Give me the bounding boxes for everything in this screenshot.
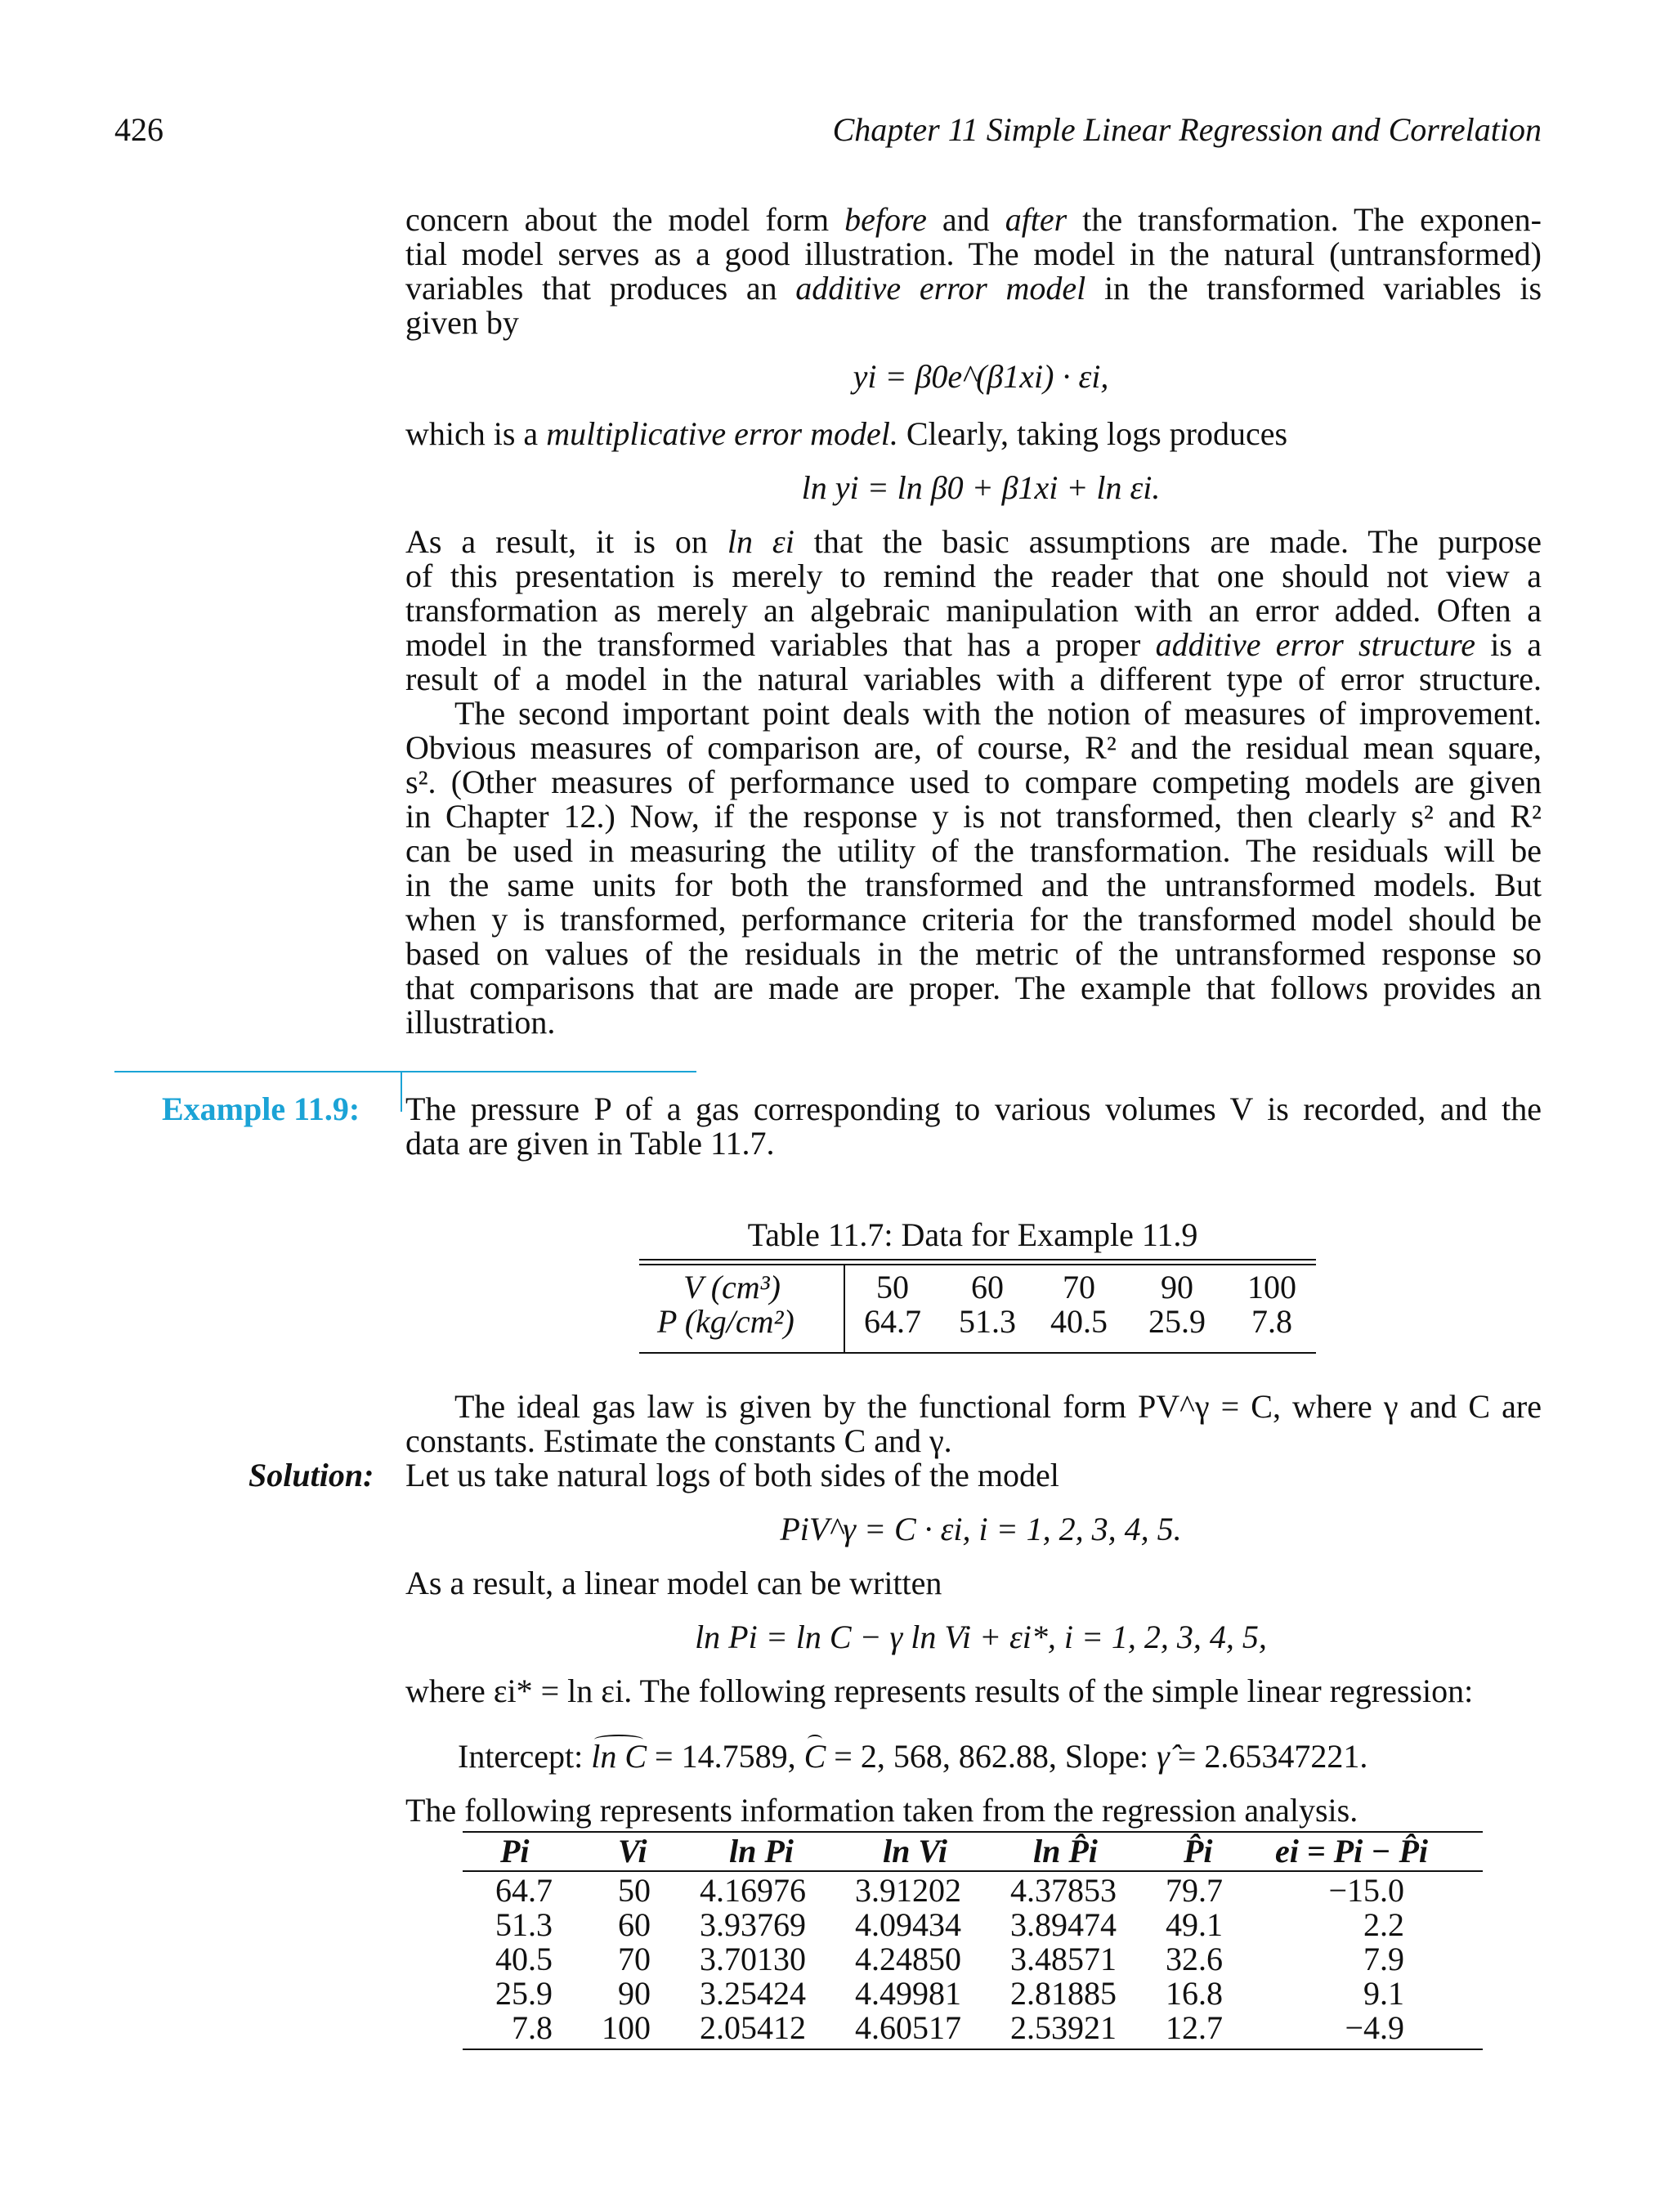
table2-cell: 79.7 — [1166, 1872, 1223, 1909]
table1-top-rule — [639, 1259, 1316, 1260]
table2-header-lnpi: ln Pi — [729, 1833, 794, 1869]
table1-top-rule-2 — [639, 1264, 1316, 1265]
example-rule — [114, 1071, 696, 1072]
gamma-hat: γ̂ — [1157, 1738, 1170, 1775]
table2-cell: 4.37853 — [1010, 1872, 1117, 1909]
table2-header-pi-hat: P̂i — [1184, 1833, 1213, 1869]
table2-header-lnvi: ln Vi — [883, 1833, 947, 1869]
text-run: and — [926, 201, 1005, 238]
emphasis-before: before — [844, 201, 927, 238]
table2-cell: 50 — [618, 1872, 651, 1909]
para3-line12: when y is transformed, performance criteria for the transformed model should be — [405, 901, 1542, 938]
text-run: is a — [1475, 626, 1542, 663]
table2-cell: 64.7 — [495, 1872, 553, 1909]
table1-bottom-rule — [639, 1352, 1316, 1354]
table2-header-pi: Pi — [500, 1833, 530, 1869]
table2-cell: 2.81885 — [1010, 1975, 1117, 2012]
table1-cell: 70 — [1063, 1269, 1095, 1305]
example-label: Example 11.9: — [162, 1090, 360, 1127]
c-value: 2, 568, 862.88 — [860, 1738, 1049, 1775]
table2-header-vi: Vi — [618, 1833, 647, 1869]
emphasis-additive-error-model: additive error model — [795, 270, 1086, 307]
slope-label: Slope: — [1064, 1738, 1149, 1775]
example-marker — [401, 1072, 402, 1112]
para1-line1 — [405, 203, 1542, 237]
table2-cell: 2.53921 — [1010, 2009, 1117, 2046]
intercept-label: Intercept: — [458, 1738, 584, 1775]
table1-cell: 50 — [876, 1269, 909, 1305]
example-line1: The pressure P of a gas corresponding to various volumes V is recorded, and the — [405, 1090, 1542, 1127]
para3-line5: result of a model in the natural variables with a different type of error structure. — [405, 660, 1542, 697]
table2-cell: 90 — [618, 1975, 651, 2012]
solution-line1: Let us take natural logs of both sides of the model — [405, 1457, 1059, 1493]
table1-caption: Table 11.7: Data for Example 11.9 — [747, 1216, 1198, 1253]
para3-line13: based on values of the residuals in the metric of the untransformed response so — [405, 935, 1542, 972]
equals-sign: = — [655, 1738, 674, 1775]
table1-row1-label — [683, 1270, 781, 1305]
text-run: variables that produces an — [405, 270, 796, 307]
table1-row2-label — [657, 1305, 794, 1339]
para3-line15: illustration. — [405, 1004, 556, 1041]
para3-line1 — [405, 525, 1542, 559]
para3-line2: of this presentation is merely to remind the reader that one should not view a — [405, 557, 1542, 594]
table1-cell: 64.7 — [864, 1303, 921, 1340]
para3-line9: in Chapter 12.) Now, if the response y is not transformed, then clearly s² and R² — [405, 798, 1542, 835]
table1-cell: 7.8 — [1251, 1303, 1292, 1340]
table2-cell: −15.0 — [1328, 1872, 1404, 1909]
table2-cell: 3.70130 — [700, 1941, 806, 1977]
table2-cell: 51.3 — [495, 1906, 553, 1943]
para3-line4 — [405, 628, 1542, 662]
table2-cell: 32.6 — [1166, 1941, 1223, 1977]
table2-header-residual: ei = Pi − P̂i — [1275, 1833, 1428, 1869]
emphasis-additive-error-structure: additive error structure — [1155, 626, 1475, 663]
para3-line8: s². (Other measures of performance used to compare competing models are given — [405, 763, 1542, 800]
equals-sign: = — [834, 1738, 853, 1775]
table2-cell: 3.93769 — [700, 1906, 806, 1943]
text-run: the transformation. The exponen- — [1067, 201, 1542, 238]
table2-cell: 2.2 — [1363, 1906, 1404, 1943]
table2-cell: 40.5 — [495, 1941, 553, 1977]
table1-cell: 100 — [1247, 1269, 1296, 1305]
table1-divider — [844, 1265, 845, 1354]
para5: As a result, a linear model can be written — [405, 1565, 942, 1601]
c-hat: C — [803, 1738, 826, 1775]
text-run: concern about the model form — [405, 201, 845, 238]
table2-cell: 60 — [618, 1906, 651, 1943]
table2-cell: 7.9 — [1363, 1941, 1404, 1977]
table1-label-volume: V (cm³) — [683, 1269, 781, 1305]
emphasis-multiplicative: multiplicative error model. — [546, 415, 898, 452]
equation-linear-model: ln Pi = ln C − γ ln Vi + εi*, i = 1, 2, 3, 4, 5, — [695, 1619, 1267, 1655]
table2-cell: 16.8 — [1166, 1975, 1223, 2012]
ln-c-hat: ln C — [591, 1738, 647, 1775]
para4-line2: constants. Estimate the constants C and γ. — [405, 1422, 952, 1459]
intercept-value: 14.7589 — [681, 1738, 788, 1775]
para1-line3 — [405, 271, 1542, 306]
table2-cell: 9.1 — [1363, 1975, 1404, 2012]
para2 — [405, 417, 1287, 451]
running-title: Chapter 11 Simple Linear Regression and Correlation — [832, 111, 1542, 148]
text-run: which is a — [405, 415, 547, 452]
table2-cell: 4.49981 — [855, 1975, 961, 2012]
equals-sign: = — [1177, 1738, 1197, 1775]
regression-results: Intercept: ln C = 14.7589, C = 2, 568, 862.88, Slope: γ̂ = 2.65347221. — [458, 1738, 1368, 1775]
text-run: Clearly, taking logs produces — [897, 415, 1288, 452]
inline-math: ln εi — [727, 523, 794, 560]
table1-cell: 51.3 — [959, 1303, 1016, 1340]
para3-line10: can be used in measuring the utility of the transformation. The residuals will be — [405, 832, 1542, 869]
equation-log-model: ln yi = ln β0 + β1xi + ln εi. — [801, 469, 1161, 506]
table1-cell: 60 — [971, 1269, 1004, 1305]
equation-gas-law-model: PiV^γ = C · εi, i = 1, 2, 3, 4, 5. — [780, 1511, 1182, 1547]
table2-cell: 7.8 — [512, 2009, 553, 2046]
table2-cell: 4.16976 — [700, 1872, 806, 1909]
table2-cell: 3.48571 — [1010, 1941, 1117, 1977]
table2-cell: 70 — [618, 1941, 651, 1977]
para3-line7: Obvious measures of comparison are, of course, R² and the residual mean square, — [405, 729, 1542, 766]
table2-cell: 3.91202 — [855, 1872, 961, 1909]
para3-line11: in the same units for both the transformed and the untransformed models. But — [405, 866, 1542, 903]
para3-line6: The second important point deals with the notion of measures of improvement. — [454, 695, 1542, 732]
para6: where εi* = ln εi. The following represents results of the simple linear regression: — [405, 1672, 1474, 1709]
text-run: As a result, it is on — [405, 523, 727, 560]
para1-line2: tial model serves as a good illustration. The model in the natural (untransformed) — [405, 235, 1542, 272]
table2-cell: 2.05412 — [700, 2009, 806, 2046]
table2-cell: 100 — [602, 2009, 651, 2046]
solution-label: Solution: — [248, 1457, 374, 1493]
table2-cell: 3.25424 — [700, 1975, 806, 2012]
table2-cell: 3.89474 — [1010, 1906, 1117, 1943]
table2-cell: 25.9 — [495, 1975, 553, 2012]
equation-exponential-model: yi = β0e^(β1xi) · εi, — [853, 358, 1109, 395]
table1-cell: 90 — [1161, 1269, 1193, 1305]
table2-cell: 49.1 — [1166, 1906, 1223, 1943]
para7: The following represents information taken from the regression analysis. — [405, 1792, 1358, 1829]
para4-line1: The ideal gas law is given by the functional form PV^γ = C, where γ and C are — [454, 1388, 1542, 1425]
table1-label-pressure: P (kg/cm²) — [657, 1303, 794, 1340]
text-run: that the basic assumptions are made. The purpose — [794, 523, 1542, 560]
table2-header-lnpi-hat: ln P̂i — [1033, 1833, 1098, 1869]
page-number: 426 — [114, 111, 163, 148]
emphasis-after: after — [1005, 201, 1068, 238]
para3-line3: transformation as merely an algebraic manipulation with an error added. Often a — [405, 592, 1542, 629]
table2-cell: −4.9 — [1345, 2009, 1404, 2046]
text-run: in the transformed variables is — [1085, 270, 1542, 307]
table1-cell: 40.5 — [1050, 1303, 1108, 1340]
para1-line4: given by — [405, 304, 519, 341]
table2-cell: 12.7 — [1166, 2009, 1223, 2046]
table2-cell: 4.24850 — [855, 1941, 961, 1977]
table1-cell: 25.9 — [1148, 1303, 1206, 1340]
para3-line14: that comparisons that are made are proper. The example that follows provides an — [405, 969, 1542, 1006]
example-line2: data are given in Table 11.7. — [405, 1125, 775, 1162]
table2-bottom-rule — [463, 2049, 1483, 2050]
table2-cell: 4.09434 — [855, 1906, 961, 1943]
table2-cell: 4.60517 — [855, 2009, 961, 2046]
text-run: model in the transformed variables that has a proper — [405, 626, 1156, 663]
slope-value: 2.65347221 — [1204, 1738, 1360, 1775]
